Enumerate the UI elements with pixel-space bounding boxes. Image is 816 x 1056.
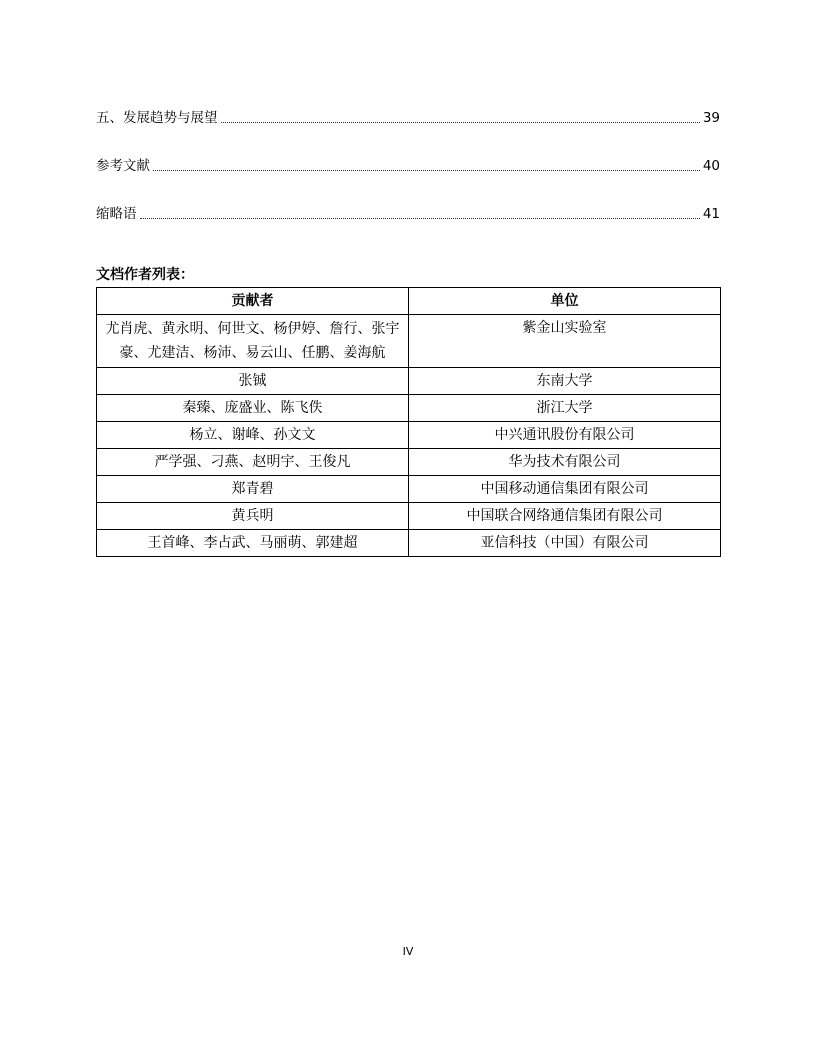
toc-entry-label: 五、发展趋势与展望 [96,110,218,126]
toc-leader-dots [221,121,700,123]
toc-entry-trends[interactable] [96,108,720,128]
table-row [97,530,721,557]
header-contributor: 贡献者 [97,288,409,315]
unit-cell: 中国移动通信集团有限公司 [409,476,721,503]
contributor-cell: 尤肖虎、黄永明、何世文、杨伊婷、詹行、张宇豪、尤建洁、杨沛、易云山、任鹏、姜海航 [97,315,409,368]
authors-section-title: 文档作者列表： [96,267,194,283]
toc-entry-abbreviations[interactable] [96,204,720,224]
table-row [97,422,721,449]
contributor-cell: 王首峰、李占武、马丽萌、郭建超 [97,530,409,557]
toc-leader-dots [153,169,700,171]
header-unit: 单位 [409,288,721,315]
contributor-cell: 黄兵明 [97,503,409,530]
toc-entry-page: 39 [702,110,720,126]
contributor-cell: 张铖 [97,368,409,395]
unit-cell: 中国联合网络通信集团有限公司 [409,503,721,530]
table-row [97,315,721,368]
unit-cell: 浙江大学 [409,395,721,422]
contributor-cell: 郑青碧 [97,476,409,503]
unit-cell: 亚信科技（中国）有限公司 [409,530,721,557]
authors-table [96,287,721,557]
contributor-cell: 秦臻、庞盛业、陈飞佚 [97,395,409,422]
unit-cell: 东南大学 [409,368,721,395]
toc-entry-label: 参考文献 [96,158,150,174]
table-row [97,395,721,422]
page-number: IV [402,945,414,958]
contributor-cell: 严学强、刁燕、赵明宇、王俊凡 [97,449,409,476]
table-row [97,368,721,395]
toc-entry-page: 40 [702,158,720,174]
table-row [97,476,721,503]
unit-cell: 中兴通讯股份有限公司 [409,422,721,449]
toc-entry-page: 41 [702,206,720,222]
unit-cell: 紫金山实验室 [409,315,721,368]
unit-cell: 华为技术有限公司 [409,449,721,476]
toc-entry-label: 缩略语 [96,206,137,222]
toc-entry-references[interactable] [96,156,720,176]
table-header-row [97,288,721,315]
table-row [97,503,721,530]
toc-leader-dots [140,217,700,219]
table-row [97,449,721,476]
contributor-cell: 杨立、谢峰、孙文文 [97,422,409,449]
